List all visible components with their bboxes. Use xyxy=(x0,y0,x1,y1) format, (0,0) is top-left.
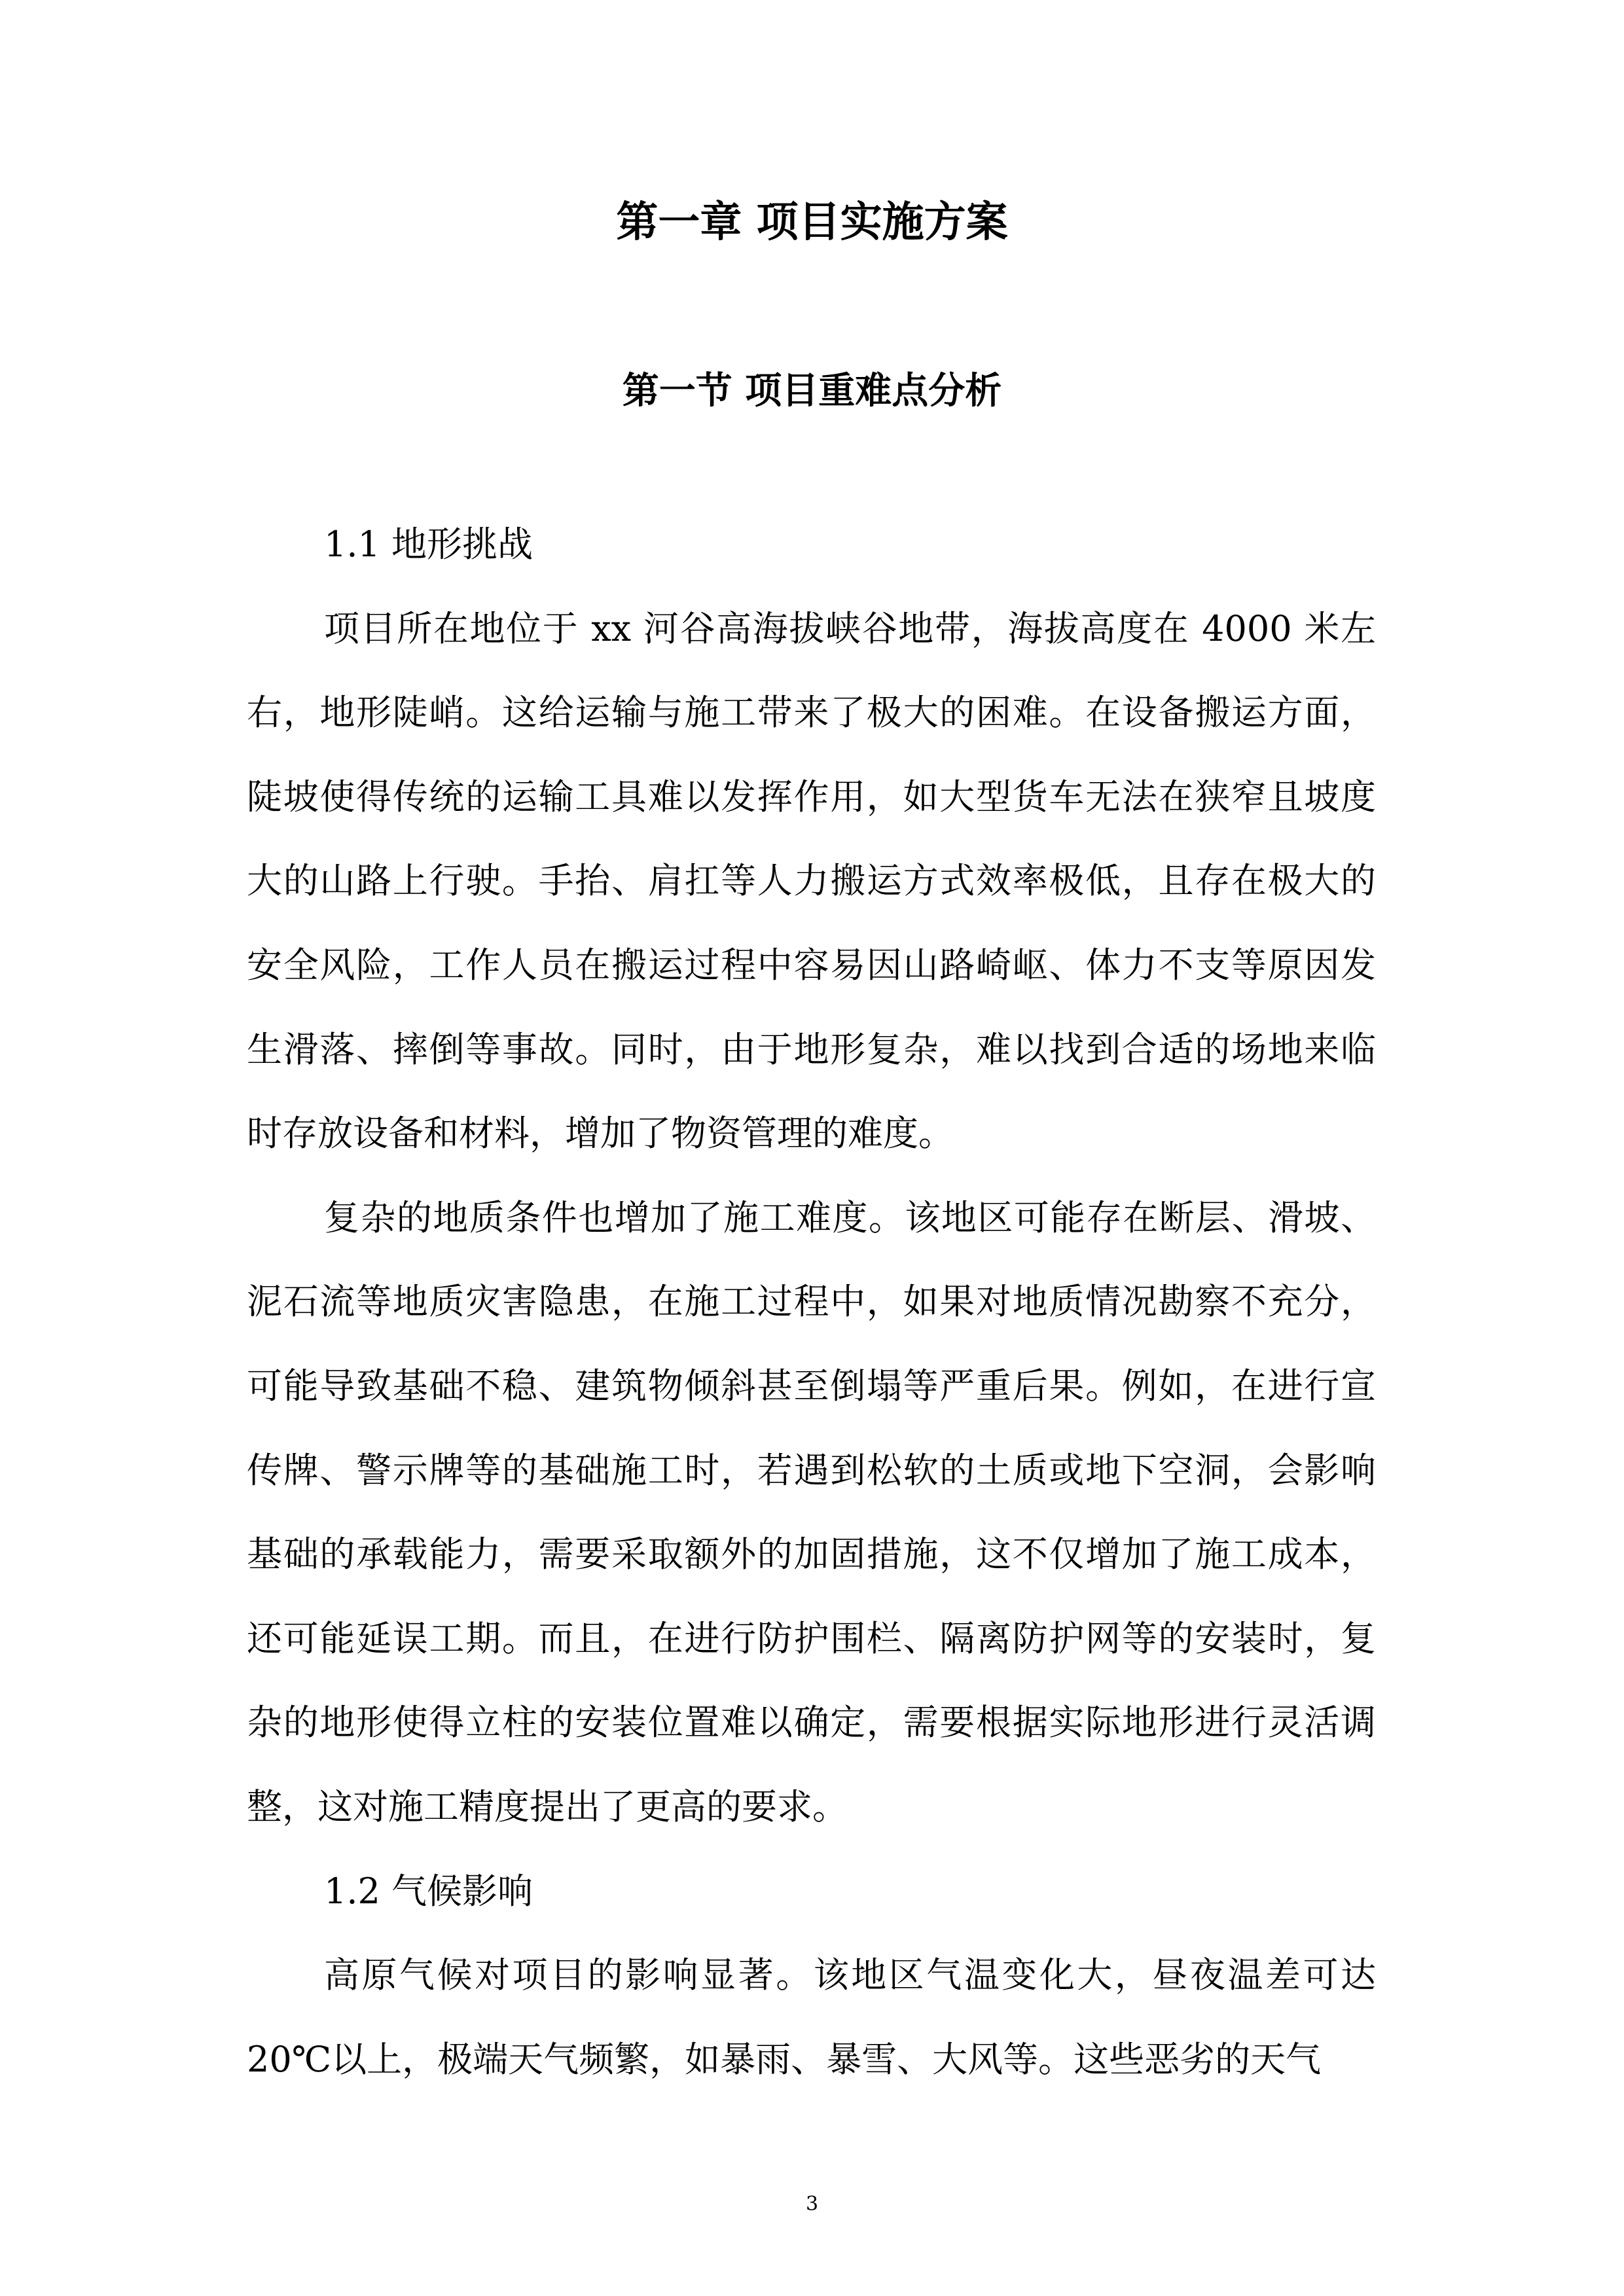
document-body xyxy=(247,503,1376,2102)
subsection-heading-climate: 1.2 气候影响 xyxy=(324,1870,533,1912)
paragraph-climate: 高原气候对项目的影响显著。该地区气温变化大，昼夜温差可达 20℃以上，极端天气频繁，如暴雨、暴雪、大风等。这些恶劣的天气 xyxy=(247,1954,1376,2080)
subsection-heading-terrain: 1.1 地形挑战 xyxy=(324,524,533,565)
chapter-title: 第一章 项目实施方案 xyxy=(616,198,1008,247)
paragraph-geology: 复杂的地质条件也增加了施工难度。该地区可能存在断层、滑坡、泥石流等地质灾害隐患，在施工过程中，如果对地质情况勘察不充分，可能导致基础不稳、建筑物倾斜甚至倒塌等严重后果。例如，在进行宣传牌、警示牌等的基础施工时，若遇到松软的土质或地下空洞，会影响基础的承载能力，需要采取额外的加固措施，这不仅增加了施工成本，还可能延误工期。而且，在进行防护围栏、隔离防护网等的安装时，复杂的地形使得立柱的安装位置难以确定，需要根据实际地形进行灵活调整，这对施工精度提出了更高的要求。 xyxy=(247,1196,1376,1827)
section-title: 第一节 项目重难点分析 xyxy=(622,370,1002,412)
paragraph-terrain-transport: 项目所在地位于 xx 河谷高海拔峡谷地带，海拔高度在 4000 米左右，地形陡峭。这给运输与施工带来了极大的困难。在设备搬运方面，陡坡使得传统的运输工具难以发挥作用，如大型货车无法在狭窄且坡度大的山路上行驶。手抬、肩扛等人力搬运方式效率极低，且存在极大的安全风险，工作人员在搬运过程中容易因山路崎岖、体力不支等原因发生滑落、摔倒等事故。同时，由于地形复杂，难以找到合适的场地来临时存放设备和材料，增加了物资管理的难度。 xyxy=(247,607,1376,1155)
page-number: 3 xyxy=(805,2193,819,2215)
